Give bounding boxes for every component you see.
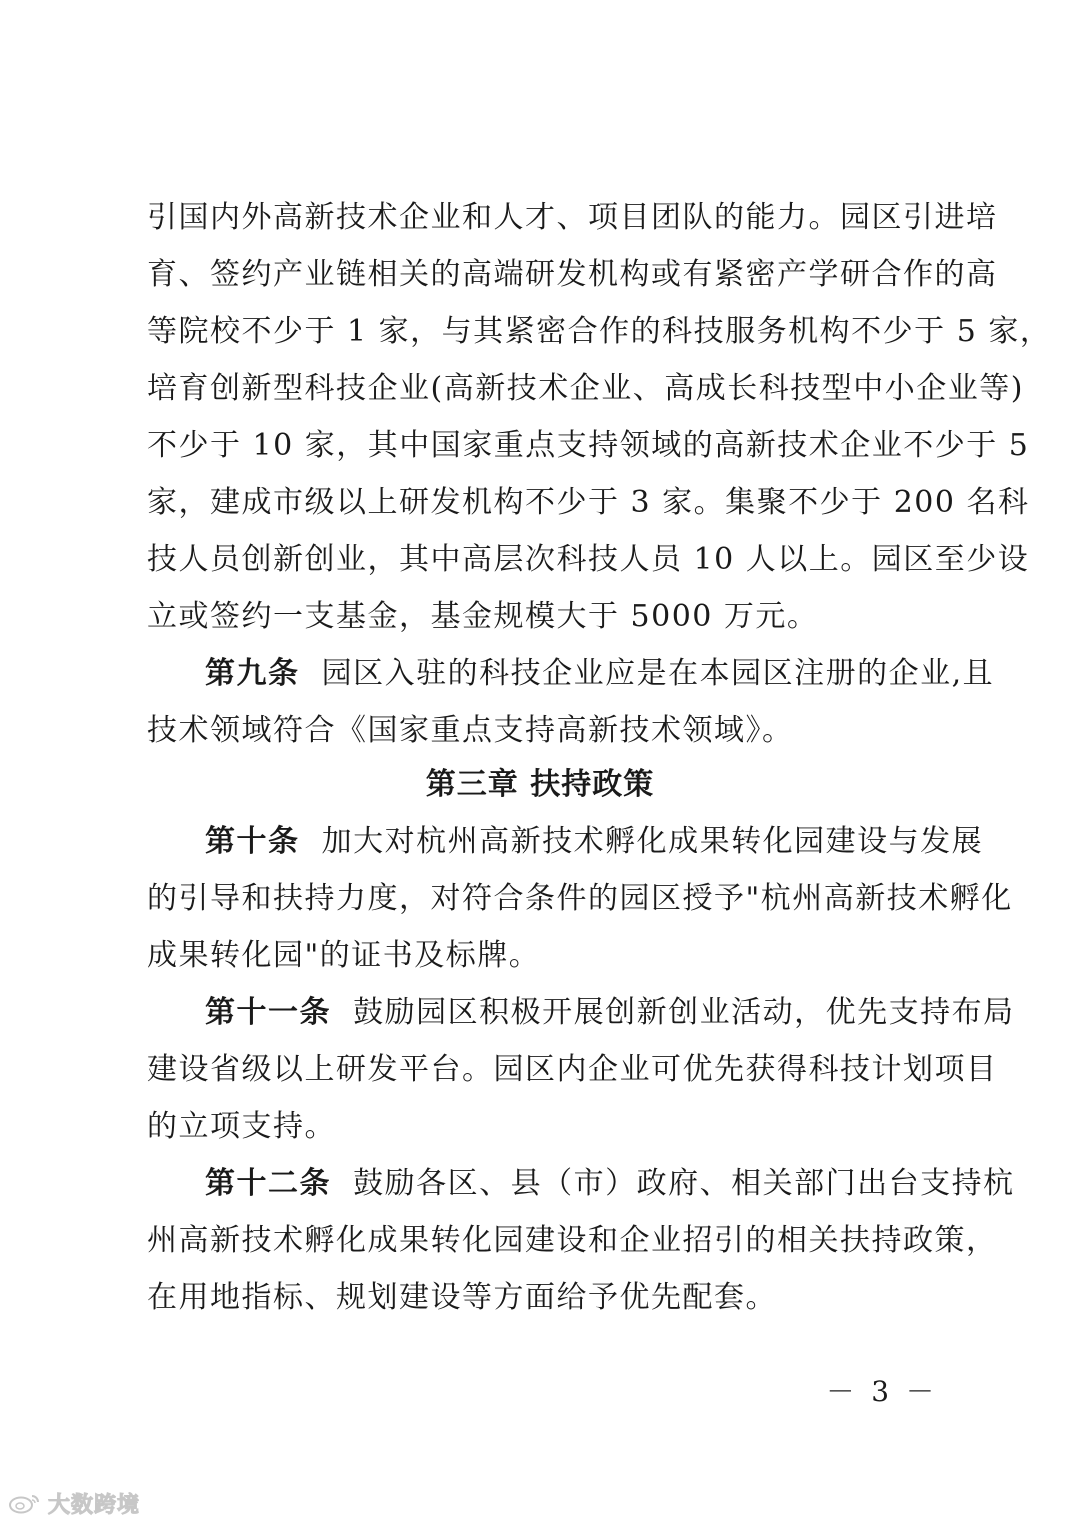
watermark-text: 大数跨境 xyxy=(48,1492,141,1518)
paragraph-line: 成果转化园"的证书及标牌。 xyxy=(147,938,541,973)
article-12-line xyxy=(205,1164,1015,1204)
article-9-line xyxy=(205,654,995,694)
paragraph-line: 的引导和扶持力度，对符合条件的园区授予"杭州高新技术孵化 xyxy=(147,881,1013,916)
paragraph-line: 在用地指标、规划建设等方面给予优先配套。 xyxy=(147,1280,777,1315)
paragraph-line: 等院校不少于 1 家，与其紧密合作的科技服务机构不少于 5 家， xyxy=(147,314,1052,349)
article-11-label: 第十一条 xyxy=(205,995,331,1030)
watermark xyxy=(8,1487,140,1519)
article-11-line xyxy=(205,993,1015,1033)
paragraph-line: 建设省级以上研发平台。园区内企业可优先获得科技计划项目 xyxy=(147,1052,998,1087)
paragraph-line: 立或签约一支基金，基金规模大于 5000 万元。 xyxy=(147,599,819,634)
article-10-label: 第十条 xyxy=(205,824,300,859)
paragraph-line: 的立项支持。 xyxy=(147,1109,336,1144)
paragraph-line: 引国内外高新技术企业和人才、项目团队的能力。园区引进培 xyxy=(147,200,998,235)
page-number: － 3 － xyxy=(826,1375,938,1408)
weibo-logo-icon xyxy=(8,1492,42,1514)
paragraph-line: 家，建成市级以上研发机构不少于 3 家。集聚不少于 200 名科 xyxy=(147,485,1030,520)
article-11-text: 鼓励园区积极开展创新创业活动，优先支持布局 xyxy=(353,995,1015,1030)
paragraph-line: 不少于 10 家，其中国家重点支持领域的高新技术企业不少于 5 xyxy=(147,428,1030,463)
chapter-heading: 第三章 扶持政策 xyxy=(425,767,655,802)
paragraph-line: 育、签约产业链相关的高端研发机构或有紧密产学研合作的高 xyxy=(147,257,998,292)
article-10-text: 加大对杭州高新技术孵化成果转化园建设与发展 xyxy=(321,824,984,859)
paragraph-line: 培育创新型科技企业(高新技术企业、高成长科技型中小企业等) xyxy=(147,371,1024,406)
article-10-line xyxy=(205,822,984,862)
article-9-text: 园区入驻的科技企业应是在本园区注册的企业,且 xyxy=(321,656,995,691)
paragraph-line: 技术领域符合《国家重点支持高新技术领域》。 xyxy=(147,713,794,748)
paragraph-line: 技人员创新创业，其中高层次科技人员 10 人以上。园区至少设 xyxy=(147,542,1030,577)
article-12-text: 鼓励各区、县（市）政府、相关部门出台支持杭 xyxy=(353,1166,1015,1201)
article-12-label: 第十二条 xyxy=(205,1166,331,1201)
paragraph-line: 州高新技术孵化成果转化园建设和企业招引的相关扶持政策， xyxy=(147,1223,998,1258)
article-9-label: 第九条 xyxy=(205,656,300,691)
